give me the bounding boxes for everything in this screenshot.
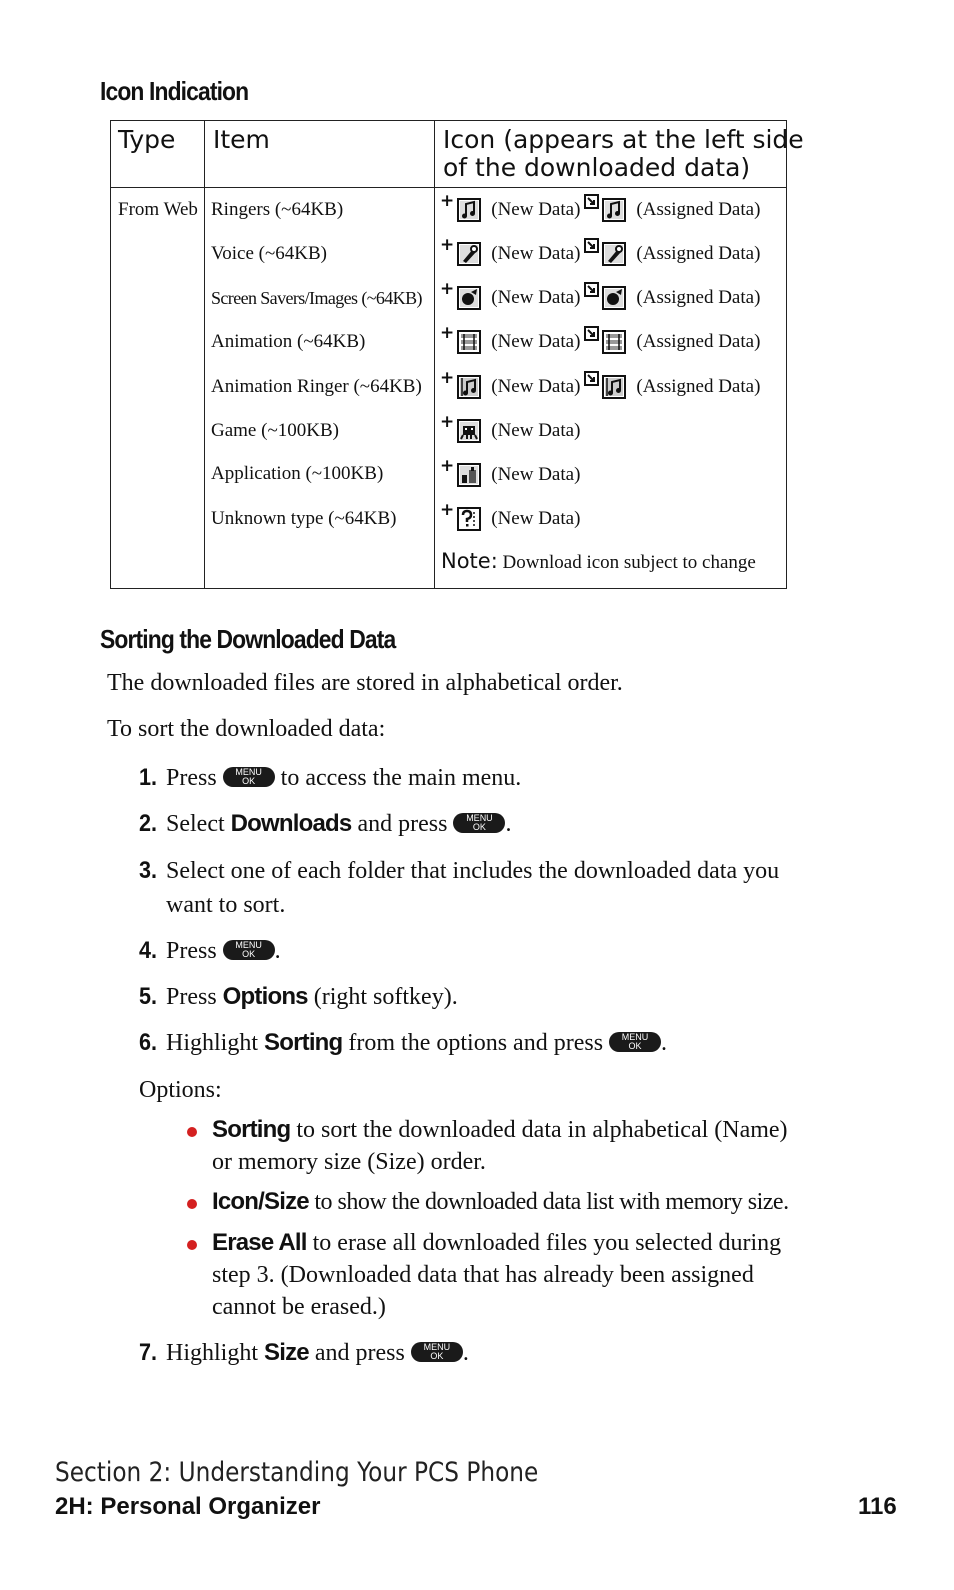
icon-indication-heading: Icon Indication [100,76,249,106]
option-text: to erase all downloaded files you selected during [306,1230,782,1256]
step-text: to access the main menu. [274,765,522,791]
footer-section-title: Section 2: Understanding Your PCS Phone [55,1457,539,1488]
option-sorting [212,1114,788,1178]
menu-item-sorting: Sorting [264,1029,343,1056]
table-header-icon-line2: of the downloaded data) [443,153,751,182]
new-plus-icon: + [440,191,455,211]
table-header-icon-line1: Icon (appears at the left side [443,125,804,154]
options-label: Options: [139,1077,222,1103]
table-row-item: Application (~100KB) [211,463,384,484]
footer-subsection: 2H: Personal Organizer [55,1493,321,1520]
new-data-label: (New Data) [491,464,581,485]
note-label: Note: [441,549,498,573]
table-row-item: Unknown type (~64KB) [211,508,397,529]
option-text: step 3. (Downloaded data that has already been assigned [212,1262,754,1288]
icon-row-voice [440,237,760,271]
softkey-options: Options [222,983,308,1010]
step-text: Press [166,938,223,964]
new-plus-icon: + [440,323,455,343]
ringer-icon [455,196,483,224]
step-text: . [462,1340,469,1366]
new-plus-icon: + [440,235,455,255]
assigned-marker-icon [584,282,599,297]
step-text: Highlight [166,1030,265,1056]
assigned-marker-icon [584,238,599,253]
table-divider [204,121,205,588]
step-number: 2. [139,810,158,837]
table-row-item: Animation (~64KB) [211,331,366,352]
screen-saver-icon [455,284,483,312]
step-text: Select one of each folder that includes the downloaded data you [166,858,780,884]
step-text: Press [166,984,223,1010]
new-data-label: (New Data) [491,331,581,352]
new-data-label: (New Data) [491,243,581,264]
option-text: to show the downloaded data list with memory size. [308,1189,789,1215]
new-plus-icon: + [440,368,455,388]
step-number: 5. [139,983,158,1010]
table-row-item: Ringers (~64KB) [211,199,344,220]
new-plus-icon: + [440,500,455,520]
table-row-item: Voice (~64KB) [211,243,327,264]
animation-icon [455,328,483,356]
option-name: Sorting [212,1116,291,1143]
option-text: to sort the downloaded data in alphabetical (Name) [290,1117,788,1143]
lead-paragraph: To sort the downloaded data: [107,716,386,742]
step-2 [139,807,511,841]
application-icon [455,461,483,489]
new-data-label: (New Data) [491,508,581,529]
assigned-data-label: (Assigned Data) [636,331,761,352]
option-name: Icon/Size [212,1188,309,1215]
animation-ringer-icon [455,373,483,401]
assigned-data-label: (Assigned Data) [636,199,761,220]
animation-icon [600,328,628,356]
step-number: 1. [139,764,158,791]
table-note [441,549,756,574]
step-3 [139,854,779,922]
icon-row-animation-ringer [440,370,760,404]
step-text: . [274,938,281,964]
new-data-label: (New Data) [491,420,581,441]
unknown-type-icon [455,505,483,533]
step-text: from the options and press [342,1030,610,1056]
assigned-data-label: (Assigned Data) [636,376,761,397]
step-text: and press [308,1340,411,1366]
step-5 [139,980,458,1014]
step-text: . [661,1030,668,1056]
assigned-marker-icon [584,371,599,386]
assigned-marker-icon [584,326,599,341]
menu-ok-key-icon: MENU OK [223,767,275,787]
table-row-item: Animation Ringer (~64KB) [211,376,422,397]
menu-ok-key-icon: MENU OK [223,940,275,960]
table-row-item: Game (~100KB) [211,420,339,441]
menu-ok-key-icon: MENU OK [453,813,505,833]
step-text: Select [166,811,231,837]
icon-row-application [440,458,580,492]
menu-ok-key-icon: MENU OK [609,1032,661,1052]
step-text: want to sort. [166,892,286,918]
sorting-heading: Sorting the Downloaded Data [100,624,396,654]
menu-item-downloads: Downloads [230,810,352,837]
assigned-data-label: (Assigned Data) [636,243,761,264]
option-erase-all [212,1227,781,1323]
table-divider [434,121,435,588]
icon-row-unknown-type [440,502,580,536]
animation-ringer-icon [600,373,628,401]
new-plus-icon: + [440,456,455,476]
step-text: and press [351,811,454,837]
page-number: 116 [858,1493,897,1520]
menu-ok-key-icon: MENU OK [411,1342,463,1362]
step-text: . [505,811,512,837]
table-header-icon [443,126,804,182]
bullet-icon [187,1199,197,1209]
voice-icon [455,240,483,268]
step-number: 4. [139,937,158,964]
new-data-label: (New Data) [491,376,581,397]
icon-row-ringers [440,193,760,227]
table-header-item: Item [213,125,270,154]
menu-item-size: Size [264,1339,309,1366]
type-cell: From Web [118,199,198,220]
step-number: 7. [139,1339,158,1366]
assigned-marker-icon [584,194,599,209]
option-text: or memory size (Size) order. [212,1149,486,1175]
table-header-divider [111,187,786,188]
icon-row-game [440,414,580,448]
icon-row-screen-savers [440,281,760,315]
intro-paragraph: The downloaded files are stored in alphabetical order. [107,670,623,696]
step-6 [139,1026,667,1060]
new-data-label: (New Data) [491,199,581,220]
new-data-label: (New Data) [491,287,581,308]
step-number: 3. [139,857,158,884]
option-text: cannot be erased.) [212,1294,386,1320]
note-text: Download icon subject to change [497,552,756,573]
voice-icon [600,240,628,268]
new-plus-icon: + [440,279,455,299]
step-7 [139,1336,469,1370]
step-number: 6. [139,1029,158,1056]
game-icon [455,417,483,445]
bullet-icon [187,1240,197,1250]
table-header-type: Type [118,125,176,154]
option-name: Erase All [212,1229,307,1256]
icon-row-animation [440,325,760,359]
assigned-data-label: (Assigned Data) [636,287,761,308]
option-icon-size [212,1186,789,1218]
new-plus-icon: + [440,412,455,432]
table-row-item: Screen Savers/Images (~64KB) [211,288,422,308]
step-text: Highlight [166,1340,265,1366]
bullet-icon [187,1127,197,1137]
step-text: (right softkey). [307,984,458,1010]
ringer-icon [600,196,628,224]
step-text: Press [166,765,223,791]
step-4 [139,934,281,968]
step-1 [139,761,521,795]
screen-saver-icon [600,284,628,312]
